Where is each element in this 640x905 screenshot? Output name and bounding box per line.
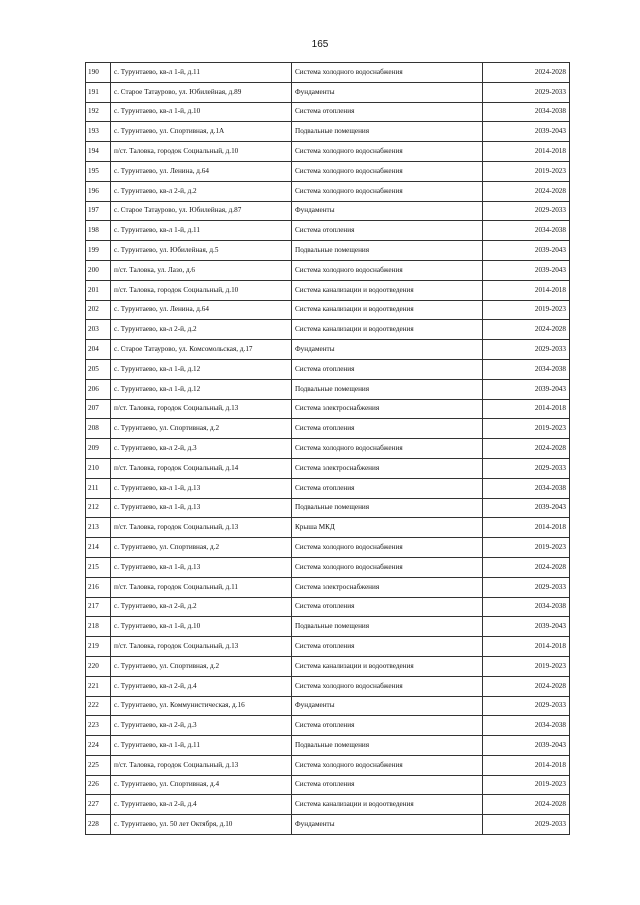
table-row <box>86 201 570 221</box>
address-cell: с. Турунтаево, кв-л 2-й, д.3 <box>111 439 292 459</box>
system-cell: Система канализации и водоотведения <box>292 280 483 300</box>
table-row <box>86 439 570 459</box>
row-number-cell: 219 <box>86 637 111 657</box>
table-row <box>86 161 570 181</box>
table-row <box>86 300 570 320</box>
row-number-cell: 217 <box>86 597 111 617</box>
table-row <box>86 637 570 657</box>
system-cell: Подвальные помещения <box>292 617 483 637</box>
repair-schedule-table <box>85 62 570 835</box>
row-number-cell: 214 <box>86 538 111 558</box>
row-number-cell: 209 <box>86 439 111 459</box>
row-number-cell: 193 <box>86 122 111 142</box>
table-row <box>86 340 570 360</box>
row-number-cell: 190 <box>86 63 111 83</box>
address-cell: с. Турунтаево, кв-л 1-й, д.10 <box>111 617 292 637</box>
period-cell: 2024-2028 <box>483 676 570 696</box>
system-cell: Система электроснабжения <box>292 458 483 478</box>
system-cell: Система холодного водоснабжения <box>292 755 483 775</box>
row-number-cell: 225 <box>86 755 111 775</box>
address-cell: п/ст. Таловка, городок Социальный, д.11 <box>111 577 292 597</box>
table-row <box>86 379 570 399</box>
period-cell: 2029-2033 <box>483 340 570 360</box>
row-number-cell: 220 <box>86 656 111 676</box>
period-cell: 2034-2038 <box>483 597 570 617</box>
system-cell: Система холодного водоснабжения <box>292 142 483 162</box>
row-number-cell: 205 <box>86 359 111 379</box>
period-cell: 2024-2028 <box>483 320 570 340</box>
period-cell: 2019-2023 <box>483 300 570 320</box>
table-row <box>86 557 570 577</box>
address-cell: с. Турунтаево, кв-л 2-й, д.3 <box>111 716 292 736</box>
table-row <box>86 260 570 280</box>
period-cell: 2029-2033 <box>483 201 570 221</box>
table-row <box>86 241 570 261</box>
table-row <box>86 419 570 439</box>
address-cell: п/ст. Таловка, городок Социальный, д.10 <box>111 280 292 300</box>
system-cell: Система отопления <box>292 102 483 122</box>
row-number-cell: 218 <box>86 617 111 637</box>
table-row <box>86 617 570 637</box>
table-row <box>86 359 570 379</box>
address-cell: с. Турунтаево, ул. Коммунистическая, д.16 <box>111 696 292 716</box>
row-number-cell: 202 <box>86 300 111 320</box>
row-number-cell: 227 <box>86 795 111 815</box>
table-row <box>86 63 570 83</box>
system-cell: Подвальные помещения <box>292 241 483 261</box>
address-cell: п/ст. Таловка, городок Социальный, д.14 <box>111 458 292 478</box>
table-row <box>86 320 570 340</box>
address-cell: с. Турунтаево, кв-л 1-й, д.12 <box>111 379 292 399</box>
table-row <box>86 102 570 122</box>
system-cell: Система холодного водоснабжения <box>292 260 483 280</box>
system-cell: Система отопления <box>292 221 483 241</box>
period-cell: 2029-2033 <box>483 696 570 716</box>
system-cell: Система холодного водоснабжения <box>292 181 483 201</box>
system-cell: Система электроснабжения <box>292 577 483 597</box>
row-number-cell: 194 <box>86 142 111 162</box>
table-row <box>86 755 570 775</box>
address-cell: п/ст. Таловка, городок Социальный, д.13 <box>111 637 292 657</box>
table-row <box>86 498 570 518</box>
table-row <box>86 716 570 736</box>
address-cell: с. Турунтаево, кв-л 1-й, д.13 <box>111 557 292 577</box>
page-number: 165 <box>311 39 329 50</box>
system-cell: Система канализации и водоотведения <box>292 320 483 340</box>
period-cell: 2019-2023 <box>483 161 570 181</box>
row-number-cell: 212 <box>86 498 111 518</box>
address-cell: п/ст. Таловка, городок Социальный, д.13 <box>111 518 292 538</box>
row-number-cell: 197 <box>86 201 111 221</box>
address-cell: с. Турунтаево, ул. Юбилейная, д.5 <box>111 241 292 261</box>
row-number-cell: 192 <box>86 102 111 122</box>
table-row <box>86 775 570 795</box>
address-cell: с. Турунтаево, ул. 50 лет Октября, д.10 <box>111 815 292 835</box>
period-cell: 2014-2018 <box>483 637 570 657</box>
address-cell: п/ст. Таловка, ул. Лазо, д.6 <box>111 260 292 280</box>
address-cell: с. Турунтаево, ул. Ленина, д.64 <box>111 161 292 181</box>
period-cell: 2039-2043 <box>483 498 570 518</box>
period-cell: 2029-2033 <box>483 577 570 597</box>
table-row <box>86 280 570 300</box>
system-cell: Система отопления <box>292 597 483 617</box>
table-row <box>86 538 570 558</box>
table-row <box>86 122 570 142</box>
period-cell: 2039-2043 <box>483 379 570 399</box>
period-cell: 2039-2043 <box>483 260 570 280</box>
period-cell: 2014-2018 <box>483 755 570 775</box>
system-cell: Подвальные помещения <box>292 122 483 142</box>
system-cell: Система холодного водоснабжения <box>292 676 483 696</box>
period-cell: 2029-2033 <box>483 815 570 835</box>
system-cell: Фундаменты <box>292 82 483 102</box>
period-cell: 2039-2043 <box>483 736 570 756</box>
address-cell: с. Турунтаево, кв-л 2-й, д.4 <box>111 795 292 815</box>
period-cell: 2034-2038 <box>483 221 570 241</box>
address-cell: с. Турунтаево, кв-л 1-й, д.10 <box>111 102 292 122</box>
system-cell: Система холодного водоснабжения <box>292 161 483 181</box>
period-cell: 2029-2033 <box>483 82 570 102</box>
period-cell: 2019-2023 <box>483 656 570 676</box>
table-row <box>86 597 570 617</box>
address-cell: с. Турунтаево, кв-л 2-й, д.2 <box>111 181 292 201</box>
address-cell: п/ст. Таловка, городок Социальный, д.10 <box>111 142 292 162</box>
address-cell: с. Турунтаево, ул. Спортивная, д.4 <box>111 775 292 795</box>
row-number-cell: 226 <box>86 775 111 795</box>
system-cell: Фундаменты <box>292 696 483 716</box>
period-cell: 2034-2038 <box>483 716 570 736</box>
period-cell: 2034-2038 <box>483 102 570 122</box>
row-number-cell: 210 <box>86 458 111 478</box>
address-cell: с. Турунтаево, кв-л 1-й, д.13 <box>111 498 292 518</box>
period-cell: 2034-2038 <box>483 359 570 379</box>
row-number-cell: 228 <box>86 815 111 835</box>
row-number-cell: 206 <box>86 379 111 399</box>
row-number-cell: 223 <box>86 716 111 736</box>
row-number-cell: 191 <box>86 82 111 102</box>
period-cell: 2019-2023 <box>483 775 570 795</box>
system-cell: Подвальные помещения <box>292 498 483 518</box>
table-row <box>86 221 570 241</box>
table-row <box>86 815 570 835</box>
system-cell: Система холодного водоснабжения <box>292 439 483 459</box>
period-cell: 2024-2028 <box>483 557 570 577</box>
table-row <box>86 696 570 716</box>
row-number-cell: 224 <box>86 736 111 756</box>
row-number-cell: 207 <box>86 399 111 419</box>
system-cell: Крыша МКД <box>292 518 483 538</box>
address-cell: с. Турунтаево, ул. Спортивная, д.2 <box>111 538 292 558</box>
system-cell: Система отопления <box>292 478 483 498</box>
system-cell: Система холодного водоснабжения <box>292 63 483 83</box>
row-number-cell: 199 <box>86 241 111 261</box>
table-row <box>86 656 570 676</box>
period-cell: 2024-2028 <box>483 181 570 201</box>
row-number-cell: 211 <box>86 478 111 498</box>
table-body <box>86 63 570 835</box>
row-number-cell: 201 <box>86 280 111 300</box>
address-cell: с. Турунтаево, кв-л 2-й, д.2 <box>111 597 292 617</box>
period-cell: 2024-2028 <box>483 795 570 815</box>
period-cell: 2039-2043 <box>483 241 570 261</box>
row-number-cell: 222 <box>86 696 111 716</box>
period-cell: 2014-2018 <box>483 142 570 162</box>
address-cell: с. Старое Татаурово, ул. Комсомольская, д.17 <box>111 340 292 360</box>
address-cell: с. Турунтаево, кв-л 1-й, д.11 <box>111 63 292 83</box>
address-cell: с. Турунтаево, кв-л 1-й, д.12 <box>111 359 292 379</box>
table-row <box>86 458 570 478</box>
table-row <box>86 142 570 162</box>
address-cell: с. Турунтаево, ул. Ленина, д.64 <box>111 300 292 320</box>
address-cell: п/ст. Таловка, городок Социальный, д.13 <box>111 399 292 419</box>
address-cell: с. Турунтаево, кв-л 1-й, д.11 <box>111 221 292 241</box>
period-cell: 2019-2023 <box>483 538 570 558</box>
table-row <box>86 82 570 102</box>
address-cell: с. Турунтаево, кв-л 1-й, д.13 <box>111 478 292 498</box>
system-cell: Система канализации и водоотведения <box>292 300 483 320</box>
system-cell: Система отопления <box>292 359 483 379</box>
period-cell: 2019-2023 <box>483 419 570 439</box>
table-row <box>86 181 570 201</box>
system-cell: Система отопления <box>292 775 483 795</box>
period-cell: 2039-2043 <box>483 617 570 637</box>
table-row <box>86 577 570 597</box>
system-cell: Подвальные помещения <box>292 736 483 756</box>
address-cell: с. Турунтаево, кв-л 2-й, д.2 <box>111 320 292 340</box>
system-cell: Фундаменты <box>292 815 483 835</box>
row-number-cell: 213 <box>86 518 111 538</box>
row-number-cell: 216 <box>86 577 111 597</box>
system-cell: Система холодного водоснабжения <box>292 557 483 577</box>
system-cell: Система канализации и водоотведения <box>292 795 483 815</box>
system-cell: Фундаменты <box>292 201 483 221</box>
system-cell: Система отопления <box>292 716 483 736</box>
row-number-cell: 198 <box>86 221 111 241</box>
row-number-cell: 215 <box>86 557 111 577</box>
system-cell: Подвальные помещения <box>292 379 483 399</box>
table-row <box>86 478 570 498</box>
system-cell: Система электроснабжения <box>292 399 483 419</box>
system-cell: Система отопления <box>292 419 483 439</box>
address-cell: с. Турунтаево, ул. Спортивная, д.1А <box>111 122 292 142</box>
table-row <box>86 795 570 815</box>
period-cell: 2029-2033 <box>483 458 570 478</box>
system-cell: Фундаменты <box>292 340 483 360</box>
system-cell: Система канализации и водоотведения <box>292 656 483 676</box>
row-number-cell: 208 <box>86 419 111 439</box>
table-row <box>86 736 570 756</box>
row-number-cell: 221 <box>86 676 111 696</box>
period-cell: 2014-2018 <box>483 399 570 419</box>
address-cell: с. Старое Татаурово, ул. Юбилейная, д.87 <box>111 201 292 221</box>
address-cell: с. Турунтаево, кв-л 1-й, д.11 <box>111 736 292 756</box>
table-row <box>86 518 570 538</box>
address-cell: с. Турунтаево, кв-л 2-й, д.4 <box>111 676 292 696</box>
period-cell: 2014-2018 <box>483 280 570 300</box>
period-cell: 2024-2028 <box>483 439 570 459</box>
row-number-cell: 195 <box>86 161 111 181</box>
address-cell: с. Турунтаево, ул. Спортивная, д.2 <box>111 656 292 676</box>
period-cell: 2024-2028 <box>483 63 570 83</box>
address-cell: с. Старое Татаурово, ул. Юбилейная, д.89 <box>111 82 292 102</box>
address-cell: п/ст. Таловка, городок Социальный, д.13 <box>111 755 292 775</box>
period-cell: 2014-2018 <box>483 518 570 538</box>
row-number-cell: 196 <box>86 181 111 201</box>
row-number-cell: 203 <box>86 320 111 340</box>
period-cell: 2034-2038 <box>483 478 570 498</box>
row-number-cell: 200 <box>86 260 111 280</box>
period-cell: 2039-2043 <box>483 122 570 142</box>
table-row <box>86 399 570 419</box>
address-cell: с. Турунтаево, ул. Спортивная, д.2 <box>111 419 292 439</box>
table-row <box>86 676 570 696</box>
row-number-cell: 204 <box>86 340 111 360</box>
system-cell: Система холодного водоснабжения <box>292 538 483 558</box>
system-cell: Система отопления <box>292 637 483 657</box>
